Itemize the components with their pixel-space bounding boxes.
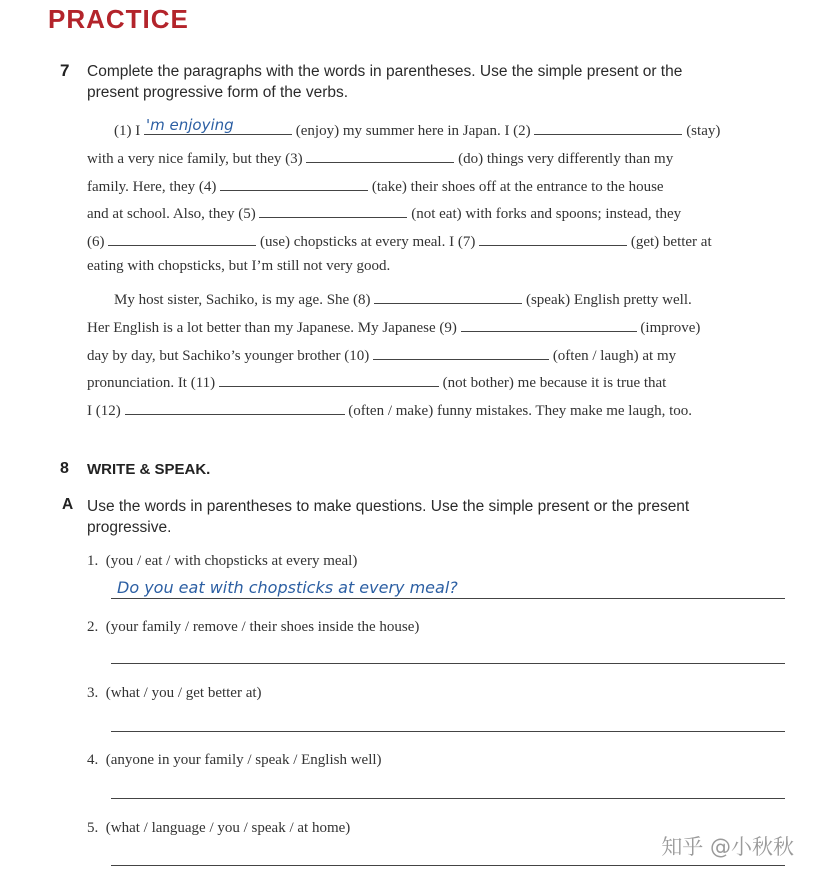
watermark: 知乎 @小秋秋	[661, 835, 794, 859]
blank-1[interactable]	[144, 116, 292, 135]
paragraph-2-line-4: pronunciation. It (11) (not bother) me because it is true that	[87, 371, 666, 392]
part-a-instruction	[87, 496, 689, 538]
blank-3[interactable]	[306, 147, 454, 163]
paragraph-1-line-3: family. Here, they (4) (take) their shoes off at the entrance to the house	[87, 175, 664, 196]
paragraph-1-line-2: with a very nice family, but they (3) (do) things very differently than my	[87, 147, 673, 168]
answer-1-handwritten: 'm enjoying	[146, 116, 234, 134]
exercise-7-instruction	[87, 61, 682, 103]
exercise-7-instruction-line-2: present progressive form of the verbs.	[87, 84, 349, 101]
answer-line-4[interactable]	[111, 780, 785, 799]
blank-10[interactable]	[373, 344, 549, 360]
blank-5[interactable]	[259, 202, 407, 218]
blank-11[interactable]	[219, 371, 439, 387]
part-a-instruction-line-1: Use the words in parentheses to make questions. Use the simple present or the present	[87, 498, 690, 515]
paragraph-1-line-4: and at school. Also, they (5) (not eat) with forks and spoons; instead, they	[87, 202, 681, 223]
answer-line-2[interactable]	[111, 645, 785, 664]
part-a-instruction-line-2: progressive.	[87, 519, 172, 536]
blank-12[interactable]	[125, 399, 345, 415]
answer-line-3[interactable]	[111, 713, 785, 732]
paragraph-2-line-1: My host sister, Sachiko, is my age. She (8) (speak) English pretty well.	[114, 288, 692, 309]
answer-line-1-handwritten: Do you eat with chopsticks at every meal?	[117, 578, 458, 597]
blank-4[interactable]	[220, 175, 368, 191]
answer-line-1[interactable]	[111, 580, 785, 599]
question-item-1: 1. (you / eat / with chopsticks at every meal)	[87, 553, 358, 569]
section-title: PRACTICE	[48, 4, 189, 34]
paragraph-2-line-3: day by day, but Sachiko’s younger brother (10) (often / laugh) at my	[87, 344, 676, 365]
question-item-3: 3. (what / you / get better at)	[87, 685, 262, 701]
blank-9[interactable]	[461, 316, 637, 332]
blank-8[interactable]	[374, 288, 522, 304]
question-item-4: 4. (anyone in your family / speak / English well)	[87, 752, 382, 768]
blank-6[interactable]	[108, 230, 256, 246]
blank-7[interactable]	[479, 230, 627, 246]
question-item-2: 2. (your family / remove / their shoes inside the house)	[87, 619, 420, 635]
paragraph-2-line-5: I (12) (often / make) funny mistakes. They make me laugh, too.	[87, 399, 692, 420]
part-a-letter: A	[62, 496, 74, 513]
paragraph-1-line-6: eating with chopsticks, but I’m still not very good.	[87, 258, 391, 274]
paragraph-1-line-5: (6) (use) chopsticks at every meal. I (7) (get) better at	[87, 230, 712, 251]
blank-2[interactable]	[534, 119, 682, 135]
exercise-7-instruction-line-1: Complete the paragraphs with the words in parentheses. Use the simple present or the	[87, 63, 683, 80]
exercise-8-number: 8	[60, 460, 69, 477]
paragraph-2-line-2: Her English is a lot better than my Japanese. My Japanese (9) (improve)	[87, 316, 700, 337]
exercise-8-heading: WRITE & SPEAK.	[87, 461, 211, 478]
paragraph-1-line-1: (1) I 'm enjoying (enjoy) my summer here in Japan. I (2) (stay)	[114, 116, 721, 139]
exercise-7-number: 7	[60, 61, 70, 80]
question-item-5: 5. (what / language / you / speak / at home)	[87, 820, 351, 836]
